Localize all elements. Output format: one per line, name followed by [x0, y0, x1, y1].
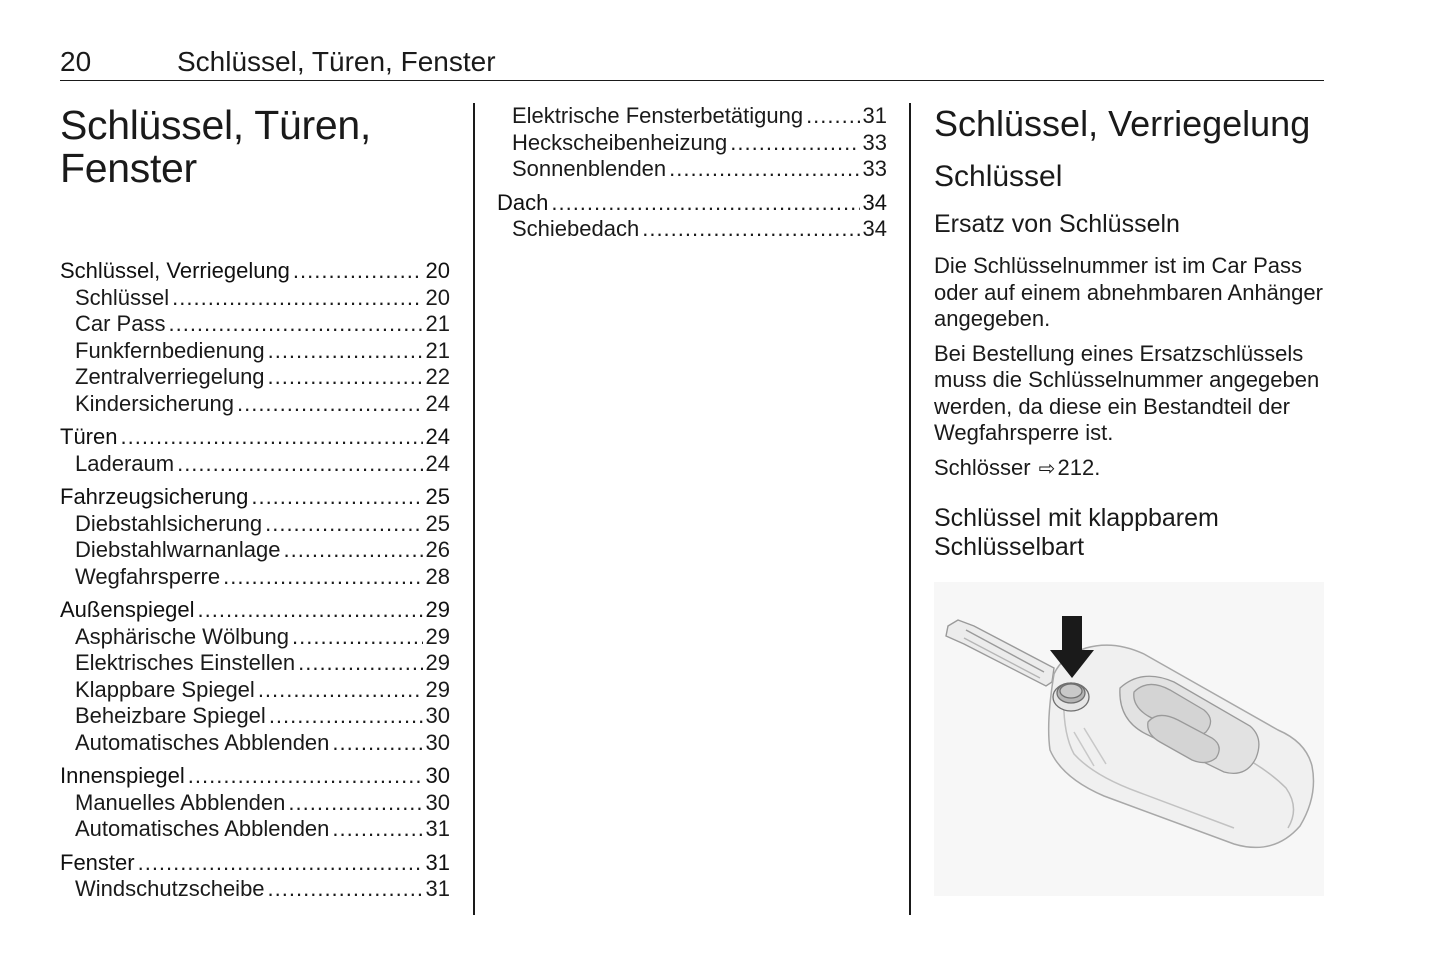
toc-entry[interactable] — [60, 624, 450, 651]
toc-entry-page: 21 — [425, 311, 450, 336]
toc-entry-page: 21 — [425, 337, 450, 363]
toc-entry-label: Heckscheibenheizung — [512, 129, 728, 155]
toc-entry-label: Außenspiegel — [60, 597, 195, 622]
topic-heading: Ersatz von Schlüsseln — [934, 210, 1180, 238]
reference-arrow-icon: ⇨ — [1038, 457, 1056, 480]
toc-leader-dots — [551, 190, 859, 217]
subsection-heading: Schlüssel — [934, 160, 1063, 193]
toc-entry[interactable] — [60, 391, 450, 418]
toc-entry-page: 31 — [425, 816, 450, 841]
toc-entry-label: Manuelles Abblenden — [75, 789, 286, 815]
toc-leader-dots — [138, 850, 423, 877]
toc-entry[interactable] — [60, 677, 450, 704]
toc-column-left — [60, 104, 450, 910]
toc-entry-page: 20 — [425, 258, 450, 283]
toc-entry-label: Automatisches Abblenden — [75, 729, 330, 755]
folding-key-illustration — [934, 582, 1324, 896]
toc-group — [60, 484, 450, 590]
toc-entry-label: Laderaum — [75, 450, 175, 476]
toc-entry-page: 24 — [425, 424, 450, 449]
table-of-contents-continued — [497, 103, 887, 243]
toc-entry-page: 34 — [862, 189, 887, 215]
toc-entry-page: 29 — [425, 597, 450, 622]
toc-entry-label: Schiebedach — [512, 216, 640, 241]
toc-entry[interactable] — [60, 816, 450, 843]
toc-entry-main[interactable] — [60, 258, 450, 285]
toc-entry[interactable] — [60, 451, 450, 478]
toc-group — [497, 190, 887, 243]
toc-leader-dots — [288, 790, 422, 817]
toc-leader-dots — [265, 511, 422, 538]
toc-entry-main[interactable] — [60, 424, 450, 451]
toc-leader-dots — [198, 597, 423, 624]
toc-entry-page: 28 — [425, 563, 450, 589]
folding-key-heading — [934, 504, 1326, 562]
toc-entry-label: Kindersicherung — [75, 390, 234, 416]
toc-entry[interactable] — [60, 790, 450, 817]
toc-entry-label: Sonnenblenden — [512, 156, 667, 181]
toc-entry-label: Wegfahrsperre — [75, 563, 221, 589]
toc-entry-page: 29 — [425, 623, 450, 649]
toc-leader-dots — [730, 130, 859, 157]
toc-entry-label: Beheizbare Spiegel — [75, 703, 266, 728]
toc-entry-page: 33 — [862, 129, 887, 155]
toc-entry[interactable] — [60, 311, 450, 338]
toc-leader-dots — [177, 451, 422, 478]
section-column — [934, 104, 1326, 562]
paragraph-replacement-order: Bei Bestellung eines Ersatzschlüssels muss die Schlüsselnummer angegeben werden, da diese ein Bestandteil der Wegfahrsperre ist. — [934, 340, 1320, 445]
page-number: 20 — [60, 46, 92, 77]
toc-entry-label: Fahrzeugsicherung — [60, 484, 249, 509]
locks-page-ref: 212. — [1057, 454, 1101, 480]
toc-group — [60, 850, 450, 903]
section-heading: Schlüssel, Verriegelung — [934, 103, 1311, 144]
toc-entry-page: 31 — [862, 103, 887, 128]
toc-entry-main[interactable] — [497, 190, 887, 217]
toc-entry-label: Schlüssel — [75, 284, 170, 310]
toc-entry-page: 26 — [425, 537, 450, 562]
locks-label: Schlösser — [934, 454, 1031, 480]
paragraph-key-number: Die Schlüsselnummer ist im Car Pass oder auf einem abnehmbaren Anhänger angegeben. — [934, 253, 1323, 331]
toc-entry-main[interactable] — [60, 850, 450, 877]
toc-leader-dots — [168, 311, 422, 338]
toc-entry[interactable] — [60, 730, 450, 757]
toc-entry-main[interactable] — [60, 597, 450, 624]
toc-entry-label: Klappbare Spiegel — [75, 676, 255, 702]
column-divider-left — [473, 103, 475, 915]
toc-entry-page: 30 — [425, 703, 450, 728]
chapter-title-line1: Schlüssel, Türen, — [60, 102, 371, 148]
toc-entry[interactable] — [60, 364, 450, 391]
toc-group — [60, 597, 450, 756]
toc-entry-page: 29 — [425, 676, 450, 702]
toc-entry-label: Automatisches Abblenden — [75, 816, 330, 841]
table-of-contents — [60, 258, 450, 903]
toc-entry-label: Car Pass — [75, 311, 166, 336]
toc-leader-dots — [283, 537, 422, 564]
toc-entry-label: Zentralverriegelung — [75, 364, 265, 389]
toc-entry-page: 24 — [425, 450, 450, 476]
toc-entry-main[interactable] — [60, 763, 450, 790]
toc-entry-page: 31 — [425, 849, 450, 875]
toc-entry-page: 25 — [425, 484, 450, 509]
toc-entry-page: 31 — [425, 876, 450, 901]
paragraph-locks-reference — [934, 455, 1326, 483]
folding-key-heading-line1: Schlüssel mit klappbarem — [934, 504, 1219, 532]
toc-entry-label: Türen — [60, 424, 118, 449]
toc-leader-dots — [806, 103, 859, 130]
toc-entry-label: Diebstahlsicherung — [75, 510, 263, 536]
toc-entry-page: 30 — [425, 729, 450, 755]
toc-leader-dots — [268, 338, 423, 365]
toc-group — [60, 258, 450, 417]
toc-entry-label: Asphärische Wölbung — [75, 623, 290, 649]
chapter-title — [60, 104, 450, 190]
toc-entry-label: Elektrische Fensterbetätigung — [512, 103, 804, 128]
folding-key-heading-line2: Schlüsselbart — [934, 533, 1085, 561]
toc-entry-label: Dach — [497, 189, 549, 215]
toc-entry-page: 33 — [862, 156, 887, 181]
toc-entry-page: 34 — [862, 216, 887, 241]
release-button — [1053, 683, 1089, 711]
toc-leader-dots — [269, 703, 423, 730]
toc-entry-label: Fenster — [60, 849, 135, 875]
toc-leader-dots — [172, 285, 422, 312]
toc-leader-dots — [251, 484, 422, 511]
toc-leader-dots — [332, 730, 422, 757]
toc-entry[interactable] — [60, 650, 450, 677]
toc-entry-label: Elektrisches Einstellen — [75, 650, 296, 675]
toc-entry[interactable] — [60, 537, 450, 564]
toc-entry-page: 20 — [425, 284, 450, 310]
toc-entry-page: 22 — [425, 364, 450, 389]
column-divider-right — [909, 103, 911, 915]
toc-entry[interactable] — [60, 338, 450, 365]
toc-entry[interactable] — [497, 216, 887, 243]
toc-entry-main[interactable] — [60, 484, 450, 511]
toc-entry-page: 30 — [425, 763, 450, 788]
toc-entry-page: 30 — [425, 789, 450, 815]
toc-leader-dots — [120, 424, 422, 451]
toc-group — [60, 424, 450, 477]
toc-leader-dots — [642, 216, 859, 243]
toc-entry[interactable] — [60, 285, 450, 312]
toc-entry[interactable] — [60, 564, 450, 591]
toc-entry[interactable] — [60, 511, 450, 538]
toc-entry-page: 24 — [425, 390, 450, 416]
toc-entry[interactable] — [497, 103, 887, 130]
toc-group — [497, 103, 887, 183]
toc-entry-page: 29 — [425, 650, 450, 675]
toc-entry[interactable] — [60, 876, 450, 903]
toc-leader-dots — [268, 364, 423, 391]
toc-leader-dots — [237, 391, 423, 418]
toc-entry[interactable] — [497, 130, 887, 157]
toc-entry-label: Innenspiegel — [60, 763, 185, 788]
toc-leader-dots — [298, 650, 422, 677]
chapter-title-line2: Fenster — [60, 145, 197, 191]
toc-leader-dots — [268, 876, 423, 903]
folding-key-drawing — [934, 582, 1324, 896]
toc-group — [60, 763, 450, 843]
toc-entry-label: Diebstahlwarnanlage — [75, 537, 281, 562]
toc-leader-dots — [223, 564, 422, 591]
toc-leader-dots — [293, 258, 423, 285]
toc-entry[interactable] — [497, 156, 887, 183]
page-header — [60, 46, 1324, 81]
toc-leader-dots — [292, 624, 423, 651]
toc-leader-dots — [669, 156, 859, 183]
toc-leader-dots — [188, 763, 423, 790]
toc-entry-page: 25 — [425, 510, 450, 536]
toc-entry-label: Funkfernbedienung — [75, 337, 265, 363]
toc-column-middle — [497, 103, 887, 250]
toc-leader-dots — [332, 816, 422, 843]
toc-entry[interactable] — [60, 703, 450, 730]
running-title: Schlüssel, Türen, Fenster — [177, 46, 496, 77]
toc-entry-label: Windschutzscheibe — [75, 876, 265, 901]
toc-entry-label: Schlüssel, Verriegelung — [60, 258, 290, 283]
toc-leader-dots — [258, 677, 423, 704]
